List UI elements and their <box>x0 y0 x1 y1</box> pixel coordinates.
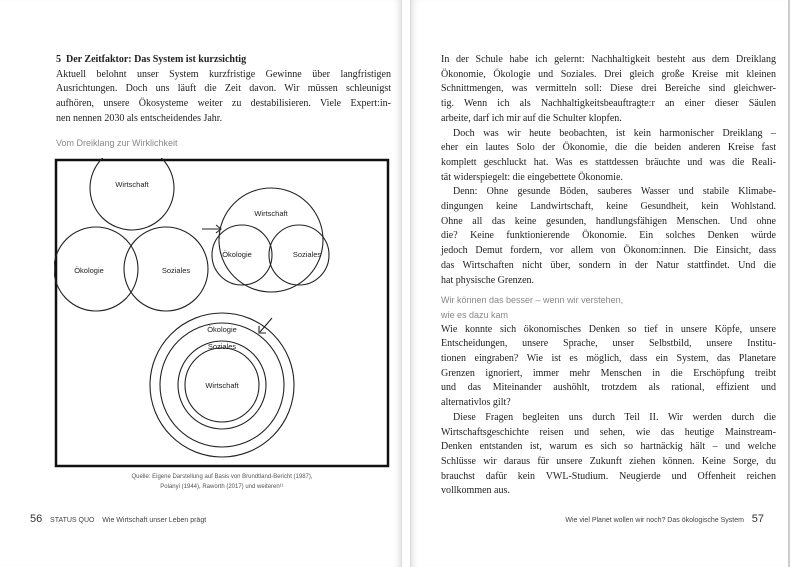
text-line: Ohne all das keine gesunden, handlungsfähigen Menschen. Und ohne <box>441 215 776 227</box>
text-line: Wirtschaftsgeschichte reisen und sehen, wie das heutige Mainstream- <box>441 426 776 438</box>
text-line: die? Keine funktionierende Ökonomie. Ein solches Denken würde <box>441 230 776 242</box>
running-title: Wie Wirtschaft unser Leben prägt <box>102 517 207 524</box>
text-line: Aktuell belohnt unser System kurzfristige Gewinne über langfristigen <box>56 68 391 80</box>
text-line: komplett geschluckt hat. Was es stattdessen bräuchte und was die Reali- <box>441 156 776 168</box>
heading-text: Der Zeitfaktor: Das System ist kurzsichtig <box>66 54 247 65</box>
subheading <box>441 293 776 322</box>
text-line: nen nennen 2030 als entscheidendes Jahr. <box>56 112 223 124</box>
page-number: 56 <box>30 513 43 525</box>
circle-wirtschaft-large <box>219 188 323 292</box>
text-line: dingungen keine Landwirtschaft, keine Gesundheit, kein Wohlstand. <box>441 201 776 213</box>
text-line: Denn: Ohne gesunde Böden, sauberes Wasser und stabile Klimabe- <box>453 186 776 198</box>
text-line: Schlüsse wir daraus für unsere Zukunft ziehen können. Keine Sorge, du <box>441 455 776 467</box>
intro-paragraph <box>56 68 391 127</box>
text-line: Ökonomie, Ökologie und Soziales. Drei gleich große Kreise mit kleinen <box>441 68 776 80</box>
arrow-right-icon <box>202 225 221 233</box>
label-wirtschaft: Wirtschaft <box>115 180 149 189</box>
paragraph <box>441 323 776 411</box>
label-oekologie-3: Ökologie <box>207 325 237 334</box>
text-line: Doch was wir heute beobachten, ist kein harmonischer Dreiklang – <box>453 127 776 139</box>
text-line: jedoch Demut fordern, vor allem von Ökonom:innen. Die Einsicht, dass <box>441 245 776 257</box>
heading-number: 5 <box>56 54 61 65</box>
text-line: In der Schule habe ich gelernt: Nachhaltigkeit besteht aus dem Dreiklang <box>441 54 776 65</box>
caption-line: Polanyi (1944), Raworth (2017) und weiteren¹¹ <box>160 484 284 490</box>
figure-title: Vom Dreiklang zur Wirklichkeit <box>56 138 178 148</box>
paragraph <box>441 53 776 127</box>
label-soziales: Soziales <box>161 266 191 275</box>
label-oekologie: Ökologie <box>74 266 104 275</box>
text-line: Entscheidungen, unsere Sprache, unser Selbstbild, unsere Institu- <box>441 338 776 350</box>
paragraph <box>441 127 776 186</box>
left-footer <box>30 513 206 525</box>
text-line: alternativlos gilt? <box>441 397 511 409</box>
page-number: 57 <box>751 513 764 525</box>
label-wirtschaft-2: Wirtschaft <box>254 209 288 218</box>
text-line: vollkommen aus. <box>441 485 510 497</box>
text-line: Grenzen ignoriert, immer mehr Menschen in die Erschöpfung treibt <box>441 367 776 379</box>
text-line: hat physische Grenzen. <box>441 274 535 286</box>
text-line: aufhören, unsere Ökosysteme weiter zu destabilisieren. Viele Expert:in- <box>56 98 391 110</box>
paragraph <box>441 185 776 288</box>
subheading-line: wie es dazu kam <box>441 309 509 320</box>
label-oekologie-2: Ökologie <box>222 250 252 259</box>
figure-diagram <box>54 158 390 468</box>
text-line: Wie konnte sich ökonomisches Denken so tief in unsere Köpfe, unsere <box>441 323 776 335</box>
figure-caption <box>56 472 388 492</box>
label-wirtschaft-3: Wirtschaft <box>205 381 239 390</box>
label-soziales-2: Soziales <box>292 250 322 259</box>
right-page <box>410 0 790 567</box>
subheading-line: Wir können das besser – wenn wir verstehen, <box>441 295 624 306</box>
running-title: Wie viel Planet wollen wir noch? Das ökologische System <box>565 517 744 524</box>
circle-wirtschaft <box>90 158 174 230</box>
paragraph <box>441 411 776 499</box>
text-line: Diese Fragen begleiten uns durch Teil II. Wir werden durch die <box>453 411 776 423</box>
text-line: Schnittmengen, was vermitteln soll: Diese drei Bereiche sind gleichwer- <box>441 83 776 95</box>
text-line: Ausrichtungen. Doch uns läuft die Zeit davon. Wir müssen schleunigst <box>56 83 391 95</box>
caption-line: Quelle: Eigene Darstellung auf Basis von Brundtland-Bericht (1987), <box>131 474 313 480</box>
text-line: tig. Wenn ich als Nachhaltigkeitsbeauftragte:r an einer dieser Säulen <box>441 98 776 110</box>
text-line: brauchst dafür kein VWL-Studium. Neugierde und Offenheit reichen <box>441 470 776 482</box>
body-text <box>441 53 776 499</box>
running-section: STATUS QUO <box>50 517 95 524</box>
text-line: tät widerspiegelt: die eingebettete Ökonomie. <box>441 171 623 183</box>
text-line: arbeite, darf ich mir auf die Schulter klopfen. <box>441 112 622 124</box>
label-soziales-3: Soziales <box>207 342 237 351</box>
section-heading <box>56 53 391 127</box>
text-line: tionen eingraben? Wie ist es möglich, dass ein System, das Planetare <box>441 353 776 365</box>
text-line: das Wirtschaften nicht über, sondern in der Natur stattfindet. Und die <box>441 259 776 271</box>
right-footer <box>565 513 764 525</box>
text-line: Denken entstanden ist, warum es sich so hartnäckig hält – und welche <box>441 441 776 453</box>
text-line: und das Miteinander aushöhlt, trotzdem als rational, effizient und <box>441 382 776 394</box>
text-line: eher ein lautes Solo der Ökonomie, die die beiden anderen Kreise fast <box>441 142 776 154</box>
